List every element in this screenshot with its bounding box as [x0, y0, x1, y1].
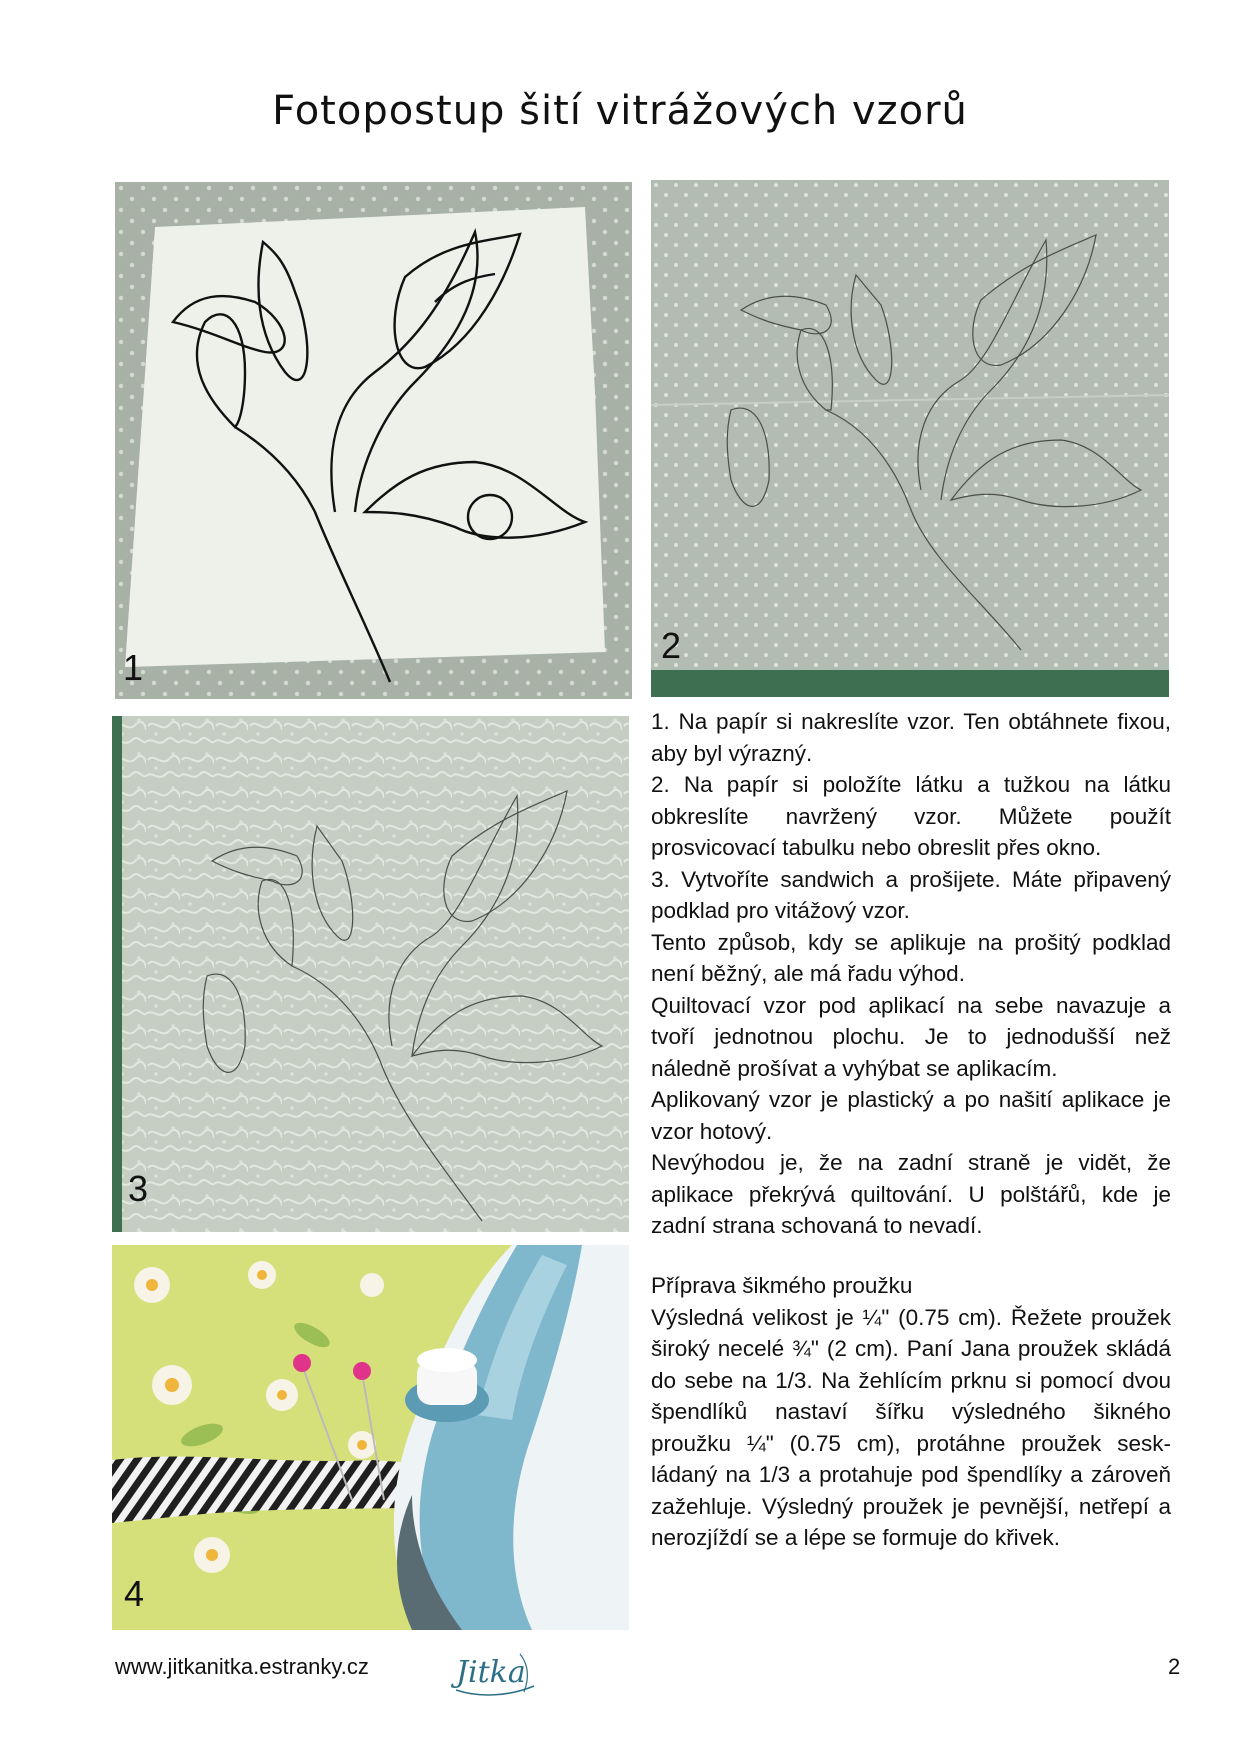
method-note-text: Tento způsob, kdy se aplikuje na prošitý podklad není běžný, ale má řadu výhod.: [651, 929, 1171, 986]
photo-4-image: [112, 1245, 629, 1630]
photo-4-iron-bias-strip: [112, 1245, 629, 1630]
photo-3-number: 3: [128, 1168, 149, 1209]
photo-4-number: 4: [124, 1573, 145, 1614]
photo-3-image: [112, 716, 629, 1232]
jitka-logo-image: [450, 1646, 540, 1704]
bias-strip-description: Výsledná velikost je ¼" (0.75 cm). Řežete proužek široký necelé ¾" (2 cm). Paní Jana proužek skládá do sebe na 1/3. Na žehlícím prknu si pomocí dvou špendlíků nastaví šířku výsledného šikného proužku ¼" (0.75 cm), protáhne proužek seskládaný na 1/3 a protahuje pod špendlíky a zároveň zažehluje. Výsledný proužek je pevnější, netřepí a nerozjíždí se a lépe se formuje do křivek.: [651, 1304, 1171, 1550]
applique-text: Aplikovaný vzor je plastický a po našití aplikace je vzor hotový.: [651, 1087, 1171, 1144]
photo-1-image: [115, 182, 632, 699]
jitka-logo: [450, 1646, 540, 1709]
disadvantage-text: Nevýhodou je, že na zadní straně je vidět, že aplikace překrývá quiltování. U polštářů, kde je zadní strana schovaná to nevadí.: [651, 1150, 1171, 1238]
photo-2-number: 2: [661, 625, 682, 666]
step-2-text: 2. Na papír si položíte látku a tužkou na látku obkreslíte navržený vzor. Můžete použít prosvicovací tabulku nebo obreslit přes okno.: [651, 772, 1171, 860]
footer-website-link[interactable]: www.jitkanitka.estranky.cz: [115, 1654, 369, 1679]
advantage-text: Quiltovací vzor pod aplikací na sebe navazuje a tvoří jednotnou plochu. Je to jednodušší než náledně prošívat a vyhýbat se aplikacím.: [651, 992, 1171, 1081]
page-title: Fotopostup šití vitrážových vzorů: [272, 88, 968, 134]
photo-2-image: [651, 180, 1169, 697]
bias-strip-text-block: [651, 1270, 1171, 1554]
step-1-text: 1. Na papír si nakreslíte vzor. Ten obtáhnete fixou, aby byl výrazný.: [651, 709, 1171, 766]
photo-2-traced-on-fabric: [651, 180, 1169, 697]
bias-strip-heading: Příprava šikmého proužku: [651, 1273, 913, 1298]
page-number: 2: [1168, 1654, 1181, 1679]
photo-1-drawing-on-paper: [115, 182, 632, 699]
photo-3-quilted-sandwich: [112, 716, 629, 1232]
logo-text: Jitka: [456, 1655, 526, 1690]
photo-1-number: 1: [123, 647, 144, 688]
step-3-text: 3. Vytvoříte sandwich a prošijete. Máte připavený podklad pro vitážový vzor.: [651, 866, 1171, 923]
steps-text-block: [651, 706, 1171, 1242]
